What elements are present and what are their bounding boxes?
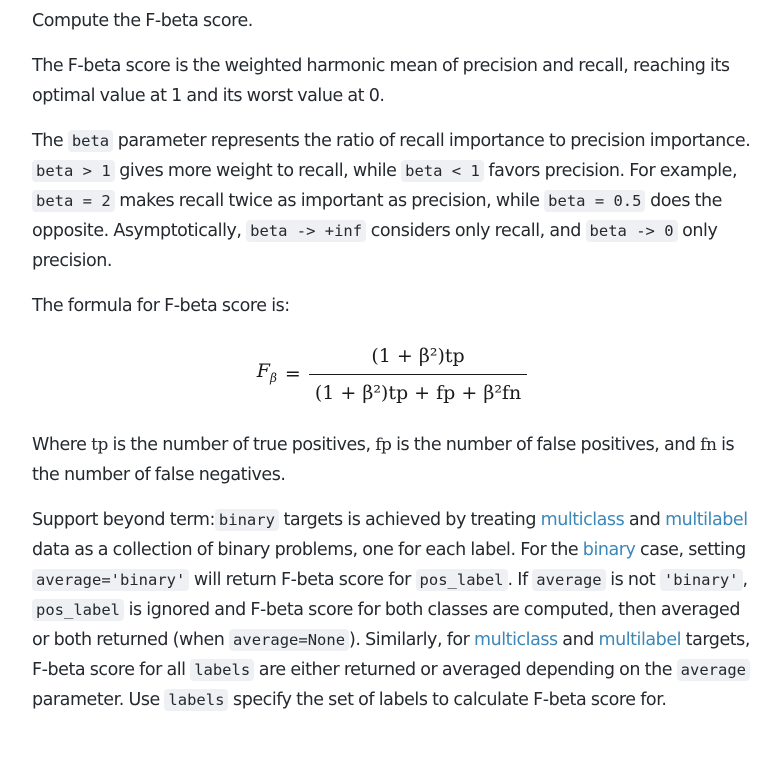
math-fp: fp — [375, 435, 392, 455]
formula-equals: = — [284, 363, 301, 385]
summary-paragraph: Compute the F-beta score. — [32, 11, 253, 31]
support-paragraph: Support beyond term: binary targets is achieved by treating multiclass and multilabel data as a collection of binary problems, one for each label. For the binary case, setting average='binary' will return F-beta score for pos_label . If average is not 'binary' , pos_label is ignored and F-beta score for both classes are computed, then averaged or both returned (when average=None ). Similarly, for multiclass and multilabel targets, F-beta score for all labels are either returned or averaged depending on the average parameter. Use labels specify the set of labels to calculate F-beta score for. — [32, 510, 750, 710]
formula-intro: The formula for F-beta score is: — [32, 296, 290, 316]
docstring — [32, 6, 752, 730]
inline-code: beta — [68, 130, 113, 152]
inline-code: beta > 1 — [32, 160, 115, 182]
inline-code: average='binary' — [32, 569, 189, 591]
text: favors precision. For example, — [483, 161, 738, 181]
inline-code: 'binary' — [660, 569, 743, 591]
link-multiclass[interactable]: multiclass — [540, 510, 625, 530]
f-beta-formula — [32, 336, 752, 412]
text: gives more weight to recall, while — [114, 161, 402, 181]
inline-code: labels — [190, 659, 254, 681]
inline-code: beta -> 0 — [586, 220, 678, 242]
link-multiclass[interactable]: multiclass — [474, 630, 558, 650]
inline-code: beta = 2 — [32, 190, 115, 212]
inline-code: beta -> +inf — [246, 220, 366, 242]
inline-code: average — [677, 659, 750, 681]
formula-lhs: $F_\beta$ — [256, 359, 277, 385]
link-multilabel[interactable]: multilabel — [598, 630, 682, 650]
inline-code: binary — [215, 509, 279, 531]
text: considers only recall, and — [366, 221, 586, 241]
text: only precision. — [32, 221, 718, 271]
math-fn: fn — [700, 435, 717, 455]
variables-paragraph: Where tp is the number of true positives, fp is the number of false positives, and fn is the number of false negatives. — [32, 435, 735, 485]
math-tp: tp — [91, 435, 108, 455]
text: makes recall twice as important as precision, while — [114, 191, 545, 211]
beta-paragraph — [32, 126, 752, 276]
formula-fraction — [309, 341, 527, 408]
inline-code: average — [532, 569, 605, 591]
formula-denominator: (1 + β²)tp + fp + β²fn — [309, 374, 527, 408]
inline-code: beta < 1 — [401, 160, 484, 182]
inline-code: beta = 0.5 — [544, 190, 645, 212]
inline-code: average=None — [229, 629, 349, 651]
text: parameter represents the ratio of recall importance to precision importance. — [113, 131, 751, 151]
text: does the opposite. Asymptotically, — [32, 191, 722, 241]
inline-code: pos_label — [416, 569, 508, 591]
formula-numerator: (1 + β²)tp — [371, 344, 465, 367]
text: The — [32, 131, 68, 151]
link-binary[interactable]: binary — [582, 540, 636, 560]
link-multilabel[interactable]: multilabel — [665, 510, 748, 530]
description-paragraph: The F-beta score is the weighted harmonic mean of precision and recall, reaching its optimal value at 1 and its worst value at 0. — [32, 56, 730, 106]
inline-code: labels — [164, 689, 228, 711]
inline-code: pos_label — [32, 599, 124, 621]
